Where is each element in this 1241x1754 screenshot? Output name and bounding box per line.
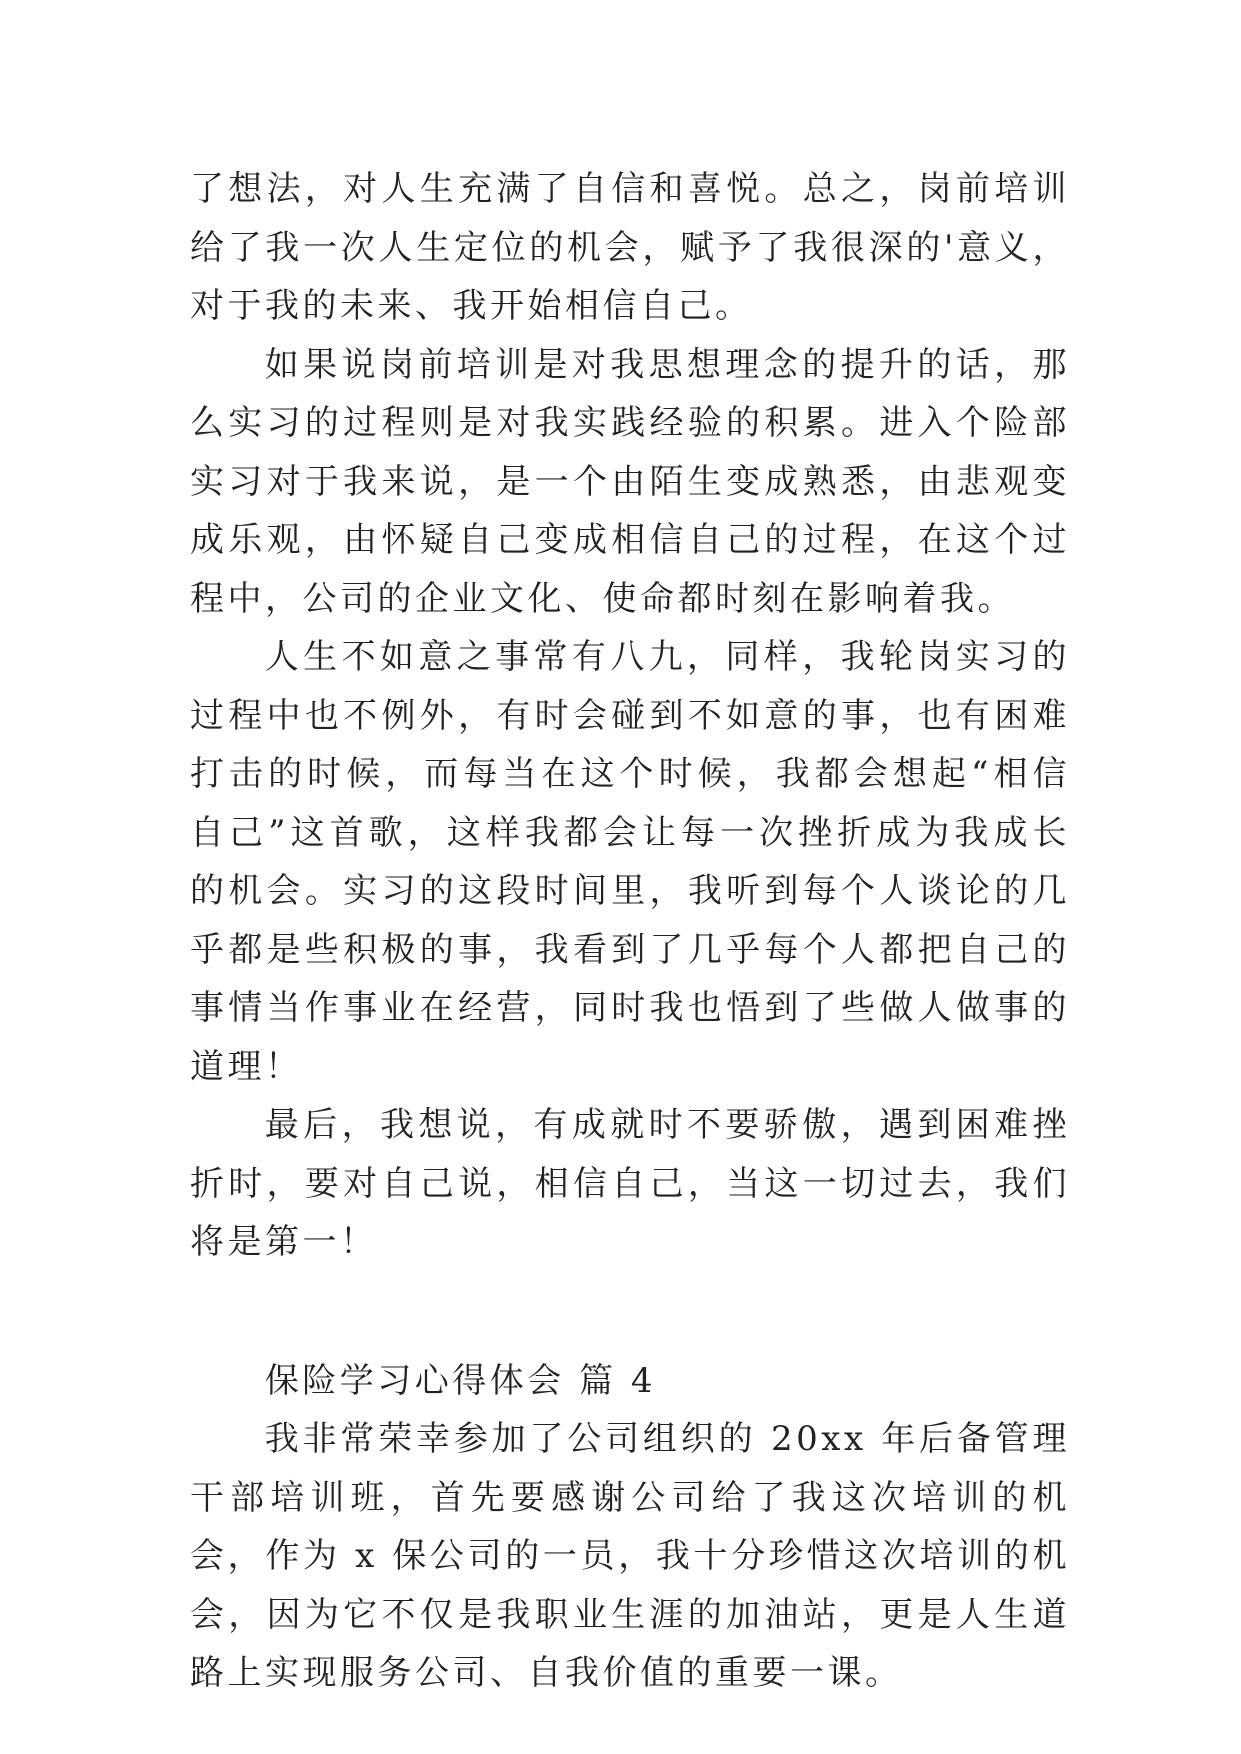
section-paragraph: 我非常荣幸参加了公司组织的 20xx 年后备管理干部培训班，首先要感谢公司给了我这次培训的机会，作为 x 保公司的一员，我十分珍惜这次培训的机会，因为它不仅是我职业生涯的加油站，更是人生道路上实现服务公司、自我价值的重要一课。: [190, 1419, 1070, 1693]
paragraph-conclusion: 最后，我想说，有成就时不要骄傲，遇到困难挫折时，要对自己说，相信自己，当这一切过去，我们将是第一！: [190, 1105, 1070, 1262]
document-body: [190, 160, 1070, 1703]
paragraph-continued: 了想法，对人生充满了自信和喜悦。总之，岗前培训给了我一次人生定位的机会，赋予了我很深的'意义，对于我的未来、我开始相信自己。: [190, 169, 1070, 326]
paragraph-setbacks: 人生不如意之事常有八九，同样，我轮岗实习的过程中也不例外，有时会碰到不如意的事，也有困难打击的时候，而每当在这个时候，我都会想起“相信自己”这首歌，这样我都会让每一次挫折成为我成长的机会。实习的这段时间里，我听到每个人谈论的几乎都是些积极的事，我看到了几乎每个人都把自己的事情当作事业在经营，同时我也悟到了些做人做事的道理！: [190, 637, 1070, 1087]
paragraph-internship: 如果说岗前培训是对我思想理念的提升的话，那么实习的过程则是对我实践经验的积累。进入个险部实习对于我来说，是一个由陌生变成熟悉，由悲观变成乐观，由怀疑自己变成相信自己的过程，在这个过程中，公司的企业文化、使命都时刻在影响着我。: [190, 344, 1070, 619]
section-heading: 保险学习心得体会 篇 4: [264, 1360, 657, 1401]
